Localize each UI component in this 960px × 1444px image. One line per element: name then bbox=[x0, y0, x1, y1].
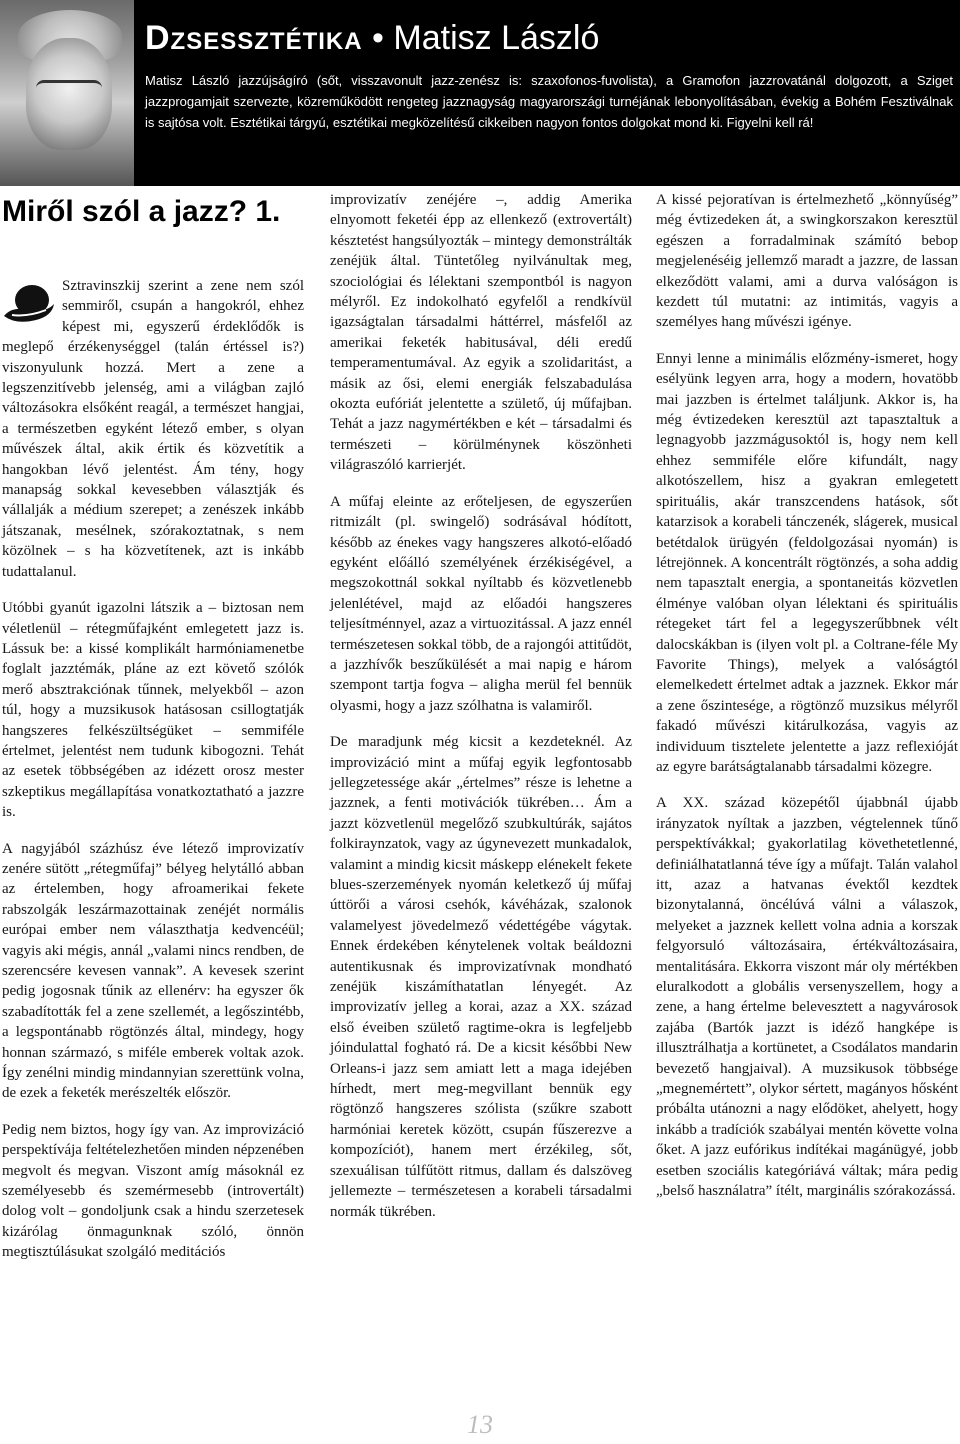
paragraph: A nagyjából százhúsz éve létező improvizatív zenére sütött „rétegműfaj” bélyeg helytálló abban az értelemben, hogy afroamerikai fekete rabszolgák leszármazottainak zenéjét normális európai ember nem választhatja kedvencéül; vagyis aki mégis, annál „valami nincs rendben, de szerencsére kevesen vannak”. A kevesek szerint pedig jogosnak tűnik az ellenérv: ha egyszer ők szabadították fel a zene szellemét, a legőszintébb, a legspontánabb rögtönzés által, mindegy, hogy honnan származó, s miféle emberek voltak azok. Így zenélni mindig mindannyian szerettünk volna, de ezek a feketék merészelték először. bbox=[2, 840, 304, 1102]
paragraph: A XX. század közepétől újabbnál újabb irányzatok nyíltak a jazzben, végtelennek tűnő perspektívákkal; gyakorlatilag követhetetlenné, definiálhatatlanná téve így a műfajt. Talán valahol itt, azaz a hatvanas évektől kezdtek bizonytalanná, öncélúvá válni a válaszok, melyeket a jazznek kellett volna adnia a korszak felgyorsuló változásaira, értékváltozásaira, mentalitására. Ekkorra viszont már oly mértékben eluralkodott a globális versenyszellem, hogy a zene, a hang értelme belevesztett a nagyvárosok zajába (Bartók jazzt is idéző hangképe is illusztrálhatja a kortünetet, a Csodálatos mandarin bevezető hangjaival). A muzsikusok többsége „megnemértett”, olykor sértett, magányos hősként próbálta utánozni a nagy elődöket, ahelyett, hogy inkább a tradíciók szabályai mentén követte volna őket. A jazz eufórikus indítékai magánügyé, jobb esetben szociális kategóriává váltak; mára pedig „belső használatra” ítélt, marginális szórakozássá. bbox=[656, 795, 958, 1200]
page-number: 13 bbox=[467, 1410, 493, 1439]
paragraph: Utóbbi gyanút igazolni látszik a – biztosan nem véletlenül – rétegműfajként emlegetett jazz is. Lássuk be: a kissé komplikált harmóniamenetbe foglalt jazztémák, pláne az ezt követő szólók merő absztrakciónak tűnnek, melyekből – azon túl, hogy a muzsikusok hatásosan csillogtatják hangszeres felkészültségüket – semmiféle értelmet, jelentést nem tudunk kibogozni. Tehát az esetek többségében az idézett orosz mester szkeptikus megállapítása vonatkoztatható a jazzre is. bbox=[2, 600, 304, 821]
header-banner bbox=[0, 0, 960, 186]
bowler-hat-icon bbox=[2, 282, 56, 328]
paragraph: Pedig nem biztos, hogy így van. Az improvizáció perspektívája feltételezhetően minden népzenében megvolt és megvan. Viszont amíg másoknál ez személyesebb és szemérmesebb (introvertált) dolog volt – gondoljunk csak a hindu szerzetesek kizárólag önmagunknak szóló, önnön megtisztúlásukat szolgáló meditációs bbox=[2, 1121, 304, 1261]
paragraph: improvizatív zenéjére –, addig Amerika elnyomott feketéi épp az ellenkező (extrovertált) késztetést hangsúlyozták – mintegy demonstrálták zenéjük által. Tüntetőleg nyilvánultak meg, szociológiai és lélektani szempontból is nagyon mélyről. Ez indokolható egyfelől a rendkívül igazságtalan társadalmi háttérrel, másfelől az amerikai feketék habitusával, déli eredű temperamentumával. Az egyik a szolidaritást, a másik az ősi, elemi energiák felszabadulása okozta eufóriát jelentette a születő, új műfajban. Tehát a jazz nagymértékben e két – társadalmi és természeti – körülménynek köszönheti világraszóló karrierjét. bbox=[330, 192, 632, 474]
paragraph bbox=[2, 276, 304, 582]
author-bio: Matisz László jazzújságíró (sőt, visszavonult jazz-zenész is: szaxofonos-fuvolista), a Gramofon jazzrovatánál dolgozott, a Sziget jazzprogamjait szervezte, közreműködött rengeteg jazznagyság magyarországi turnéjának lebonyolításában, évekig a Bohém Fesztiválnak is sajtósa volt. Esztétikai tárgyú, esztétikai megközelítésű cikkeiben nagyon fontos dolgokat mond ki. Figyelni kell rá! bbox=[145, 73, 953, 130]
author-photo bbox=[0, 0, 134, 186]
paragraph-text: Sztravinszkij szerint a zene nem szól semmiről, csupán a hangokról, ehhez képest mi, egyszerű érdeklődők is meglepő érzékenységgel (talán értéssel is?) viszonyulunk hozzá. Mert a zene a legszenzitívebb jelenség, ami a világban zajló változásokra elsőként reagál, a természet hangjai, a természetben egyként létező ember, s olyan művészek által, akik értik és közvetítik a hangokban lévő jelentést. Ám tény, hogy manapság sokkal kevesebben választják és vállalják a médium szerepet; a zenészek inkább játszanak, mesélnek, szórakoztatnak, s nem közölnek – s ha közvetítenek, azt is inkább tudattalanul. bbox=[2, 278, 304, 580]
article-title: Miről szól a jazz? 1. bbox=[2, 195, 281, 228]
article-column-1 bbox=[2, 186, 304, 1279]
paragraph: De maradjunk még kicsit a kezdeteknél. Az improvizáció mint a műfaj egyik legfontosabb jellegzetessége akár „értelmes” része is lehetne a jazznek, a fenti motivációk tükrében… Ám a jazzt közvetlenül megelőző szubkultúrák, sajátos folkiraynzatok, vagy az úgynevezett munkadalok, valamint a mindig kicsit máskepp elénekelt fekete blues-szerzemények nyomán keletkező új műfaj úttörői a városi csehók, kávéházak, szalonok valamelyest jövedelmező védettégébe vágytak. Ennek érdekében kénytelenek voltak beáldozni autentikusnak és improvizatívnak mondható zenéjük kiszámíthatatlan lényegét. Az improvizatív jelleg a korai, azaz a XX. század első éveiben születő ragtime-okra is legfeljebb jóindulattal fogható rá. De a kicsit későbbi New Orleans-i jazz sem amiatt lett a maga idejében hírhedt, mert meg-megvillant bennük egy rögtönző hangszeres szólista (szűkre szabott harmóniai keretek között, csupán fűszerezve a kompozíciót), hanem mert érzékileg, sőt, szexuálisan túlfűtött ritmus, dallam és dalszöveg jellemezte – természetesen a korabeli társadalmi normák tükrében. bbox=[330, 734, 632, 1220]
author-photo-glasses bbox=[36, 80, 102, 101]
paragraph: A kissé pejoratívan is értelmezhető „könnyűség” még évtizedeken át, a swingkorszakon keresztül egészen a forradalminak számító bebop megjelenéséig jellemző maradt a jazzre, de lassan elkeződött valami, ami a durva valóságon is kezdett túl mutatni: az intimitás, vagyis a személyes hang művészi igénye. bbox=[656, 192, 958, 331]
title-separator: • bbox=[372, 19, 384, 57]
column-title bbox=[145, 14, 599, 62]
author-name: Matisz László bbox=[393, 19, 600, 57]
article-column-2 bbox=[330, 190, 632, 1238]
paragraph: A műfaj eleinte az erőteljesen, de egyszerűen ritmizált (pl. swingelő) sodrásával hódított, később az énekes vagy hangszeres alkotó-előadó egyként előálló személyének érzékiségével, a megszokottnál sokkal nyíltabb és közvetlenebb jelenlétével, majd az előadói hangszeres teljesítménnyel, azaz a virtuozitással. A jazz ennél természetesen sokkal több, de a rajongói attitűdöt, a jazzhívők beszűkülését a mai napig e három szempont tartja fogva – aligha merül fel bennük olyasmi, hogy a jazz szólhatna is valamiről. bbox=[330, 493, 632, 714]
column-title-keyword: Dzsessztétika bbox=[145, 19, 363, 57]
paragraph: Ennyi lenne a minimális előzmény-ismeret, hogy esélyünk legyen arra, hogy a modern, hovatöbb mai jazzben is értelmet találjunk. Akkor is, ha még évtizedeken keresztül azt tapasztaltuk a legnagyobb jazzmágusoktól is, hogy nem kell ehhez semmiféle előre kifundált, nagy alkotószellem, hisz a gyakran emlegetett spirituális, akár transzcendens hatások, sőt katarzisok a korabeli tánczenék, slágerek, musical betétdalok ürügyén (feldolgozásai nyomán) is létrejönnek. A koncentrált rögtönzés, a soha addig nem tapasztalt energia, a spontaneitás közvetlen élménye valóban olyan lélektani és spirituális rétegeket tárt fel a legegyszerűbbnek vélt dalocskákban is (ilyen volt pl. a Coltrane-féle My Favorite Things), melyek a valóságtól elemelkedett értelmet adtak a jazznek. Ekkor már a zene őszintesége, a rögtönző muzsikus mélyről fakadó művészi kitárulkozása, vagyis az individuum tisztelete jelentette a jazz reflexióját az egyre barátságtalanabb társadalmi közegre. bbox=[656, 350, 958, 775]
article-column-3 bbox=[656, 190, 958, 1218]
